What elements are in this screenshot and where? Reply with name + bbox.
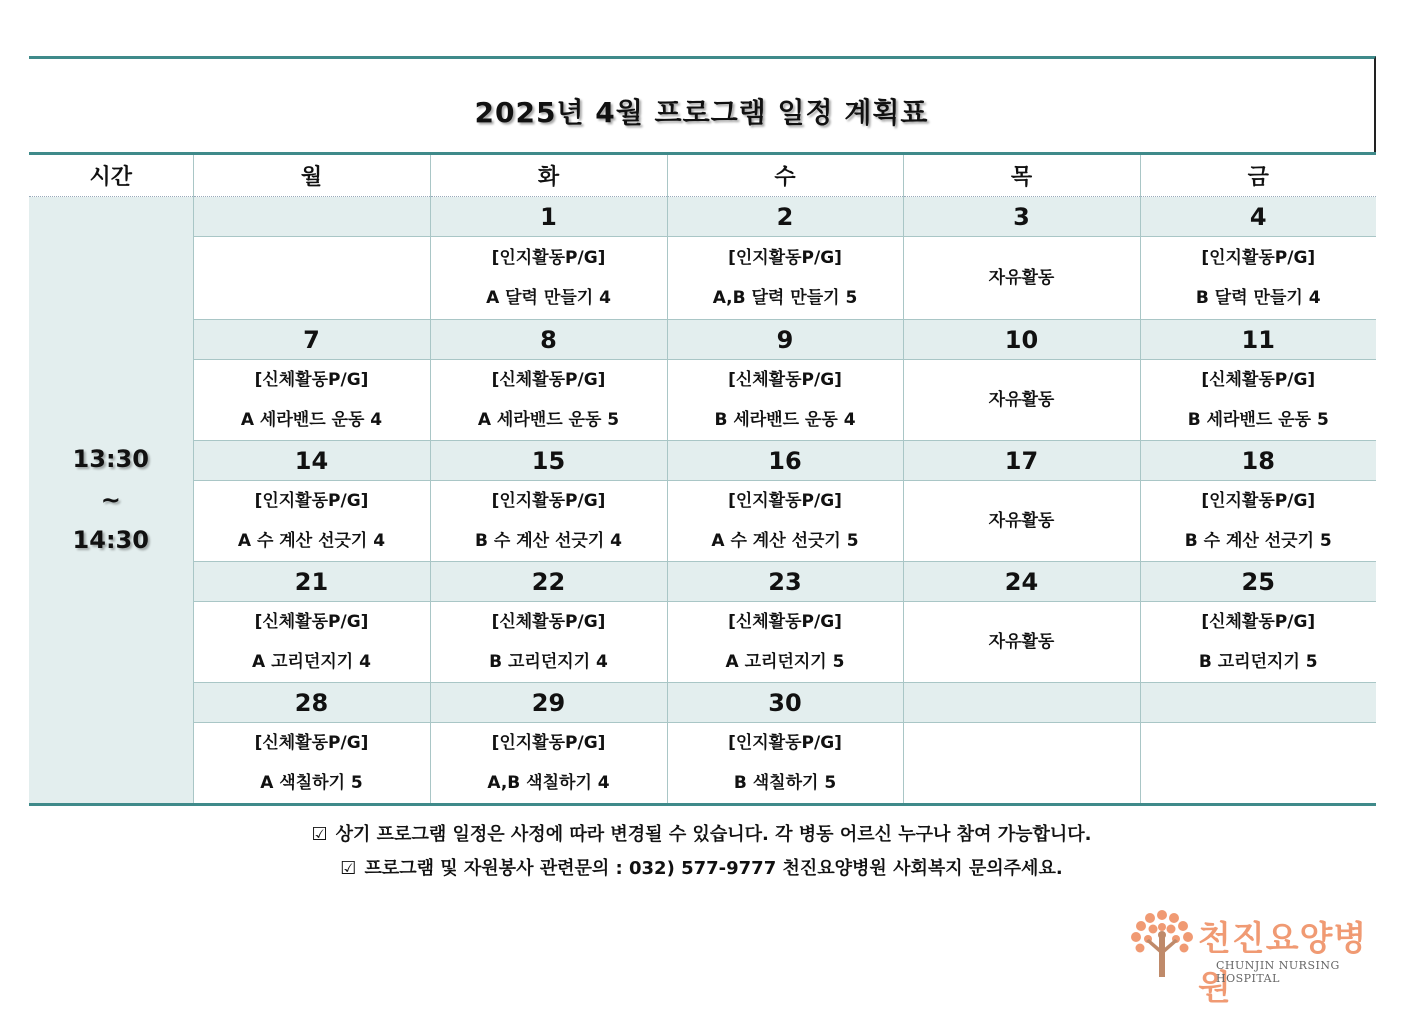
activity-row: [29, 481, 1376, 562]
activity-cell: [1140, 481, 1376, 562]
activity-row: [29, 360, 1376, 441]
activity-row: [29, 723, 1376, 805]
title-box: [29, 56, 1376, 152]
activity-text: [인지활동P/G]: [491, 733, 606, 753]
activity-text: [신체활동P/G]: [1201, 612, 1316, 632]
activity-cell: [1140, 723, 1376, 805]
note-line: [0, 818, 1403, 852]
activity-cell: [903, 360, 1140, 441]
date-cell: 23: [667, 562, 903, 602]
activity-text: A 고리던지기 5: [725, 652, 845, 672]
activity-text: [인지활동P/G]: [728, 248, 842, 268]
activity-text: [신체활동P/G]: [1201, 370, 1316, 390]
time-cell: [29, 197, 193, 805]
activity-text: B 수 계산 선긋기 5: [1184, 531, 1332, 551]
activity-cell: [430, 237, 667, 320]
date-cell: 2: [667, 197, 903, 237]
activity-text: [인지활동P/G]: [1201, 248, 1316, 268]
activity-cell: [667, 481, 903, 562]
date-cell: 22: [430, 562, 667, 602]
date-row: [29, 683, 1376, 723]
note-text: 프로그램 및 자원봉사 관련문의 : 032) 577-9777 천진요양병원 사회복지 문의주세요.: [364, 858, 1063, 879]
activity-text: [인지활동P/G]: [491, 491, 606, 511]
activity-cell: [430, 360, 667, 441]
activity-text: B 수 계산 선긋기 4: [475, 531, 622, 551]
date-cell: 14: [193, 441, 430, 481]
date-cell: 24: [903, 562, 1140, 602]
date-cell: 30: [667, 683, 903, 723]
date-cell: [903, 683, 1140, 723]
activity-text: 자유활동: [988, 390, 1055, 410]
activity-cell: [1140, 237, 1376, 320]
header-time: 시간: [29, 154, 193, 197]
activity-cell: [193, 360, 430, 441]
time-label: 14:30: [72, 526, 149, 555]
activity-cell: [430, 602, 667, 683]
schedule-table: [29, 152, 1376, 806]
activity-cell: [903, 481, 1140, 562]
date-cell: 16: [667, 441, 903, 481]
date-cell: 8: [430, 320, 667, 360]
date-row: [29, 562, 1376, 602]
activity-text: A,B 달력 만들기 5: [712, 288, 858, 308]
header-day-wed: 수: [667, 154, 903, 197]
header-day-thu: 목: [903, 154, 1140, 197]
date-cell: 18: [1140, 441, 1376, 481]
activity-text: A 색칠하기 5: [260, 773, 363, 793]
activity-cell: [193, 481, 430, 562]
activity-text: [인지활동P/G]: [728, 491, 842, 511]
date-cell: [1140, 683, 1376, 723]
activity-text: B 달력 만들기 4: [1195, 288, 1321, 308]
logo-name: 천진요양병원: [1198, 919, 1368, 1008]
date-cell: 3: [903, 197, 1140, 237]
date-cell: 21: [193, 562, 430, 602]
note-text: 상기 프로그램 일정은 사정에 따라 변경될 수 있습니다. 각 병동 어르신 누구나 참여 가능합니다.: [335, 824, 1092, 845]
date-cell: 1: [430, 197, 667, 237]
activity-text: A 수 계산 선긋기 4: [237, 531, 386, 551]
activity-text: [인지활동P/G]: [491, 248, 606, 268]
activity-cell: [1140, 602, 1376, 683]
activity-text: A 세라밴드 운동 5: [477, 410, 620, 430]
date-cell: 4: [1140, 197, 1376, 237]
activity-cell: [667, 602, 903, 683]
date-row: [29, 320, 1376, 360]
activity-text: A 세라밴드 운동 4: [240, 410, 383, 430]
activity-text: A,B 색칠하기 4: [487, 773, 610, 793]
activity-text: B 색칠하기 5: [733, 773, 837, 793]
header-row: [29, 154, 1376, 197]
date-cell: 10: [903, 320, 1140, 360]
activity-text: B 세라밴드 운동 4: [714, 410, 856, 430]
header-day-tue: 화: [430, 154, 667, 197]
activity-text: [신체활동P/G]: [254, 612, 369, 632]
note-line: [0, 852, 1403, 886]
activity-cell: [193, 723, 430, 805]
date-cell: 17: [903, 441, 1140, 481]
activity-cell: [430, 723, 667, 805]
page-title: 2025년 4월 프로그램 일정 계획표: [474, 96, 929, 129]
date-cell: 15: [430, 441, 667, 481]
activity-text: [신체활동P/G]: [728, 370, 842, 390]
time-label: 13:30: [72, 444, 149, 473]
activity-text: A 고리던지기 4: [252, 652, 371, 672]
time-label: ~: [100, 485, 121, 514]
logo-subtitle: CHUNJIN NURSING HOSPITAL: [1216, 959, 1340, 985]
activity-cell: [193, 237, 430, 320]
activity-text: A 달력 만들기 4: [486, 288, 611, 308]
activity-text: A 수 계산 선긋기 5: [711, 531, 859, 551]
activity-cell: [430, 481, 667, 562]
activity-text: [신체활동P/G]: [728, 612, 842, 632]
activity-cell: [193, 602, 430, 683]
date-cell: [193, 197, 430, 237]
activity-cell: [1140, 360, 1376, 441]
activity-text: B 세라밴드 운동 5: [1187, 410, 1329, 430]
activity-cell: [667, 237, 903, 320]
notes: [0, 818, 1403, 886]
activity-text: [인지활동P/G]: [728, 733, 842, 753]
date-cell: 25: [1140, 562, 1376, 602]
header-day-fri: 금: [1140, 154, 1376, 197]
activity-row: [29, 602, 1376, 683]
activity-text: [신체활동P/G]: [491, 370, 606, 390]
activity-text: [인지활동P/G]: [254, 491, 369, 511]
checkbox-icon: ☑: [311, 824, 328, 845]
checkbox-icon: ☑: [340, 858, 357, 879]
activity-row: [29, 237, 1376, 320]
header-day-mon: 월: [193, 154, 430, 197]
date-cell: 7: [193, 320, 430, 360]
date-cell: 11: [1140, 320, 1376, 360]
date-cell: 9: [667, 320, 903, 360]
hospital-logo: [1126, 905, 1376, 1008]
activity-text: [신체활동P/G]: [254, 370, 369, 390]
date-row: [29, 441, 1376, 481]
date-cell: 29: [430, 683, 667, 723]
activity-text: B 고리던지기 4: [489, 652, 608, 672]
activity-text: B 고리던지기 5: [1198, 652, 1318, 672]
activity-text: 자유활동: [988, 511, 1055, 531]
activity-text: [인지활동P/G]: [1201, 491, 1316, 511]
date-row: [29, 197, 1376, 237]
activity-cell: [903, 723, 1140, 805]
activity-cell: [667, 360, 903, 441]
activity-text: 자유활동: [988, 632, 1055, 652]
activity-text: [신체활동P/G]: [491, 612, 606, 632]
tree-icon: [1126, 905, 1198, 983]
date-cell: 28: [193, 683, 430, 723]
activity-cell: [903, 237, 1140, 320]
activity-text: [신체활동P/G]: [254, 733, 369, 753]
activity-cell: [903, 602, 1140, 683]
activity-cell: [667, 723, 903, 805]
activity-text: 자유활동: [988, 268, 1055, 288]
